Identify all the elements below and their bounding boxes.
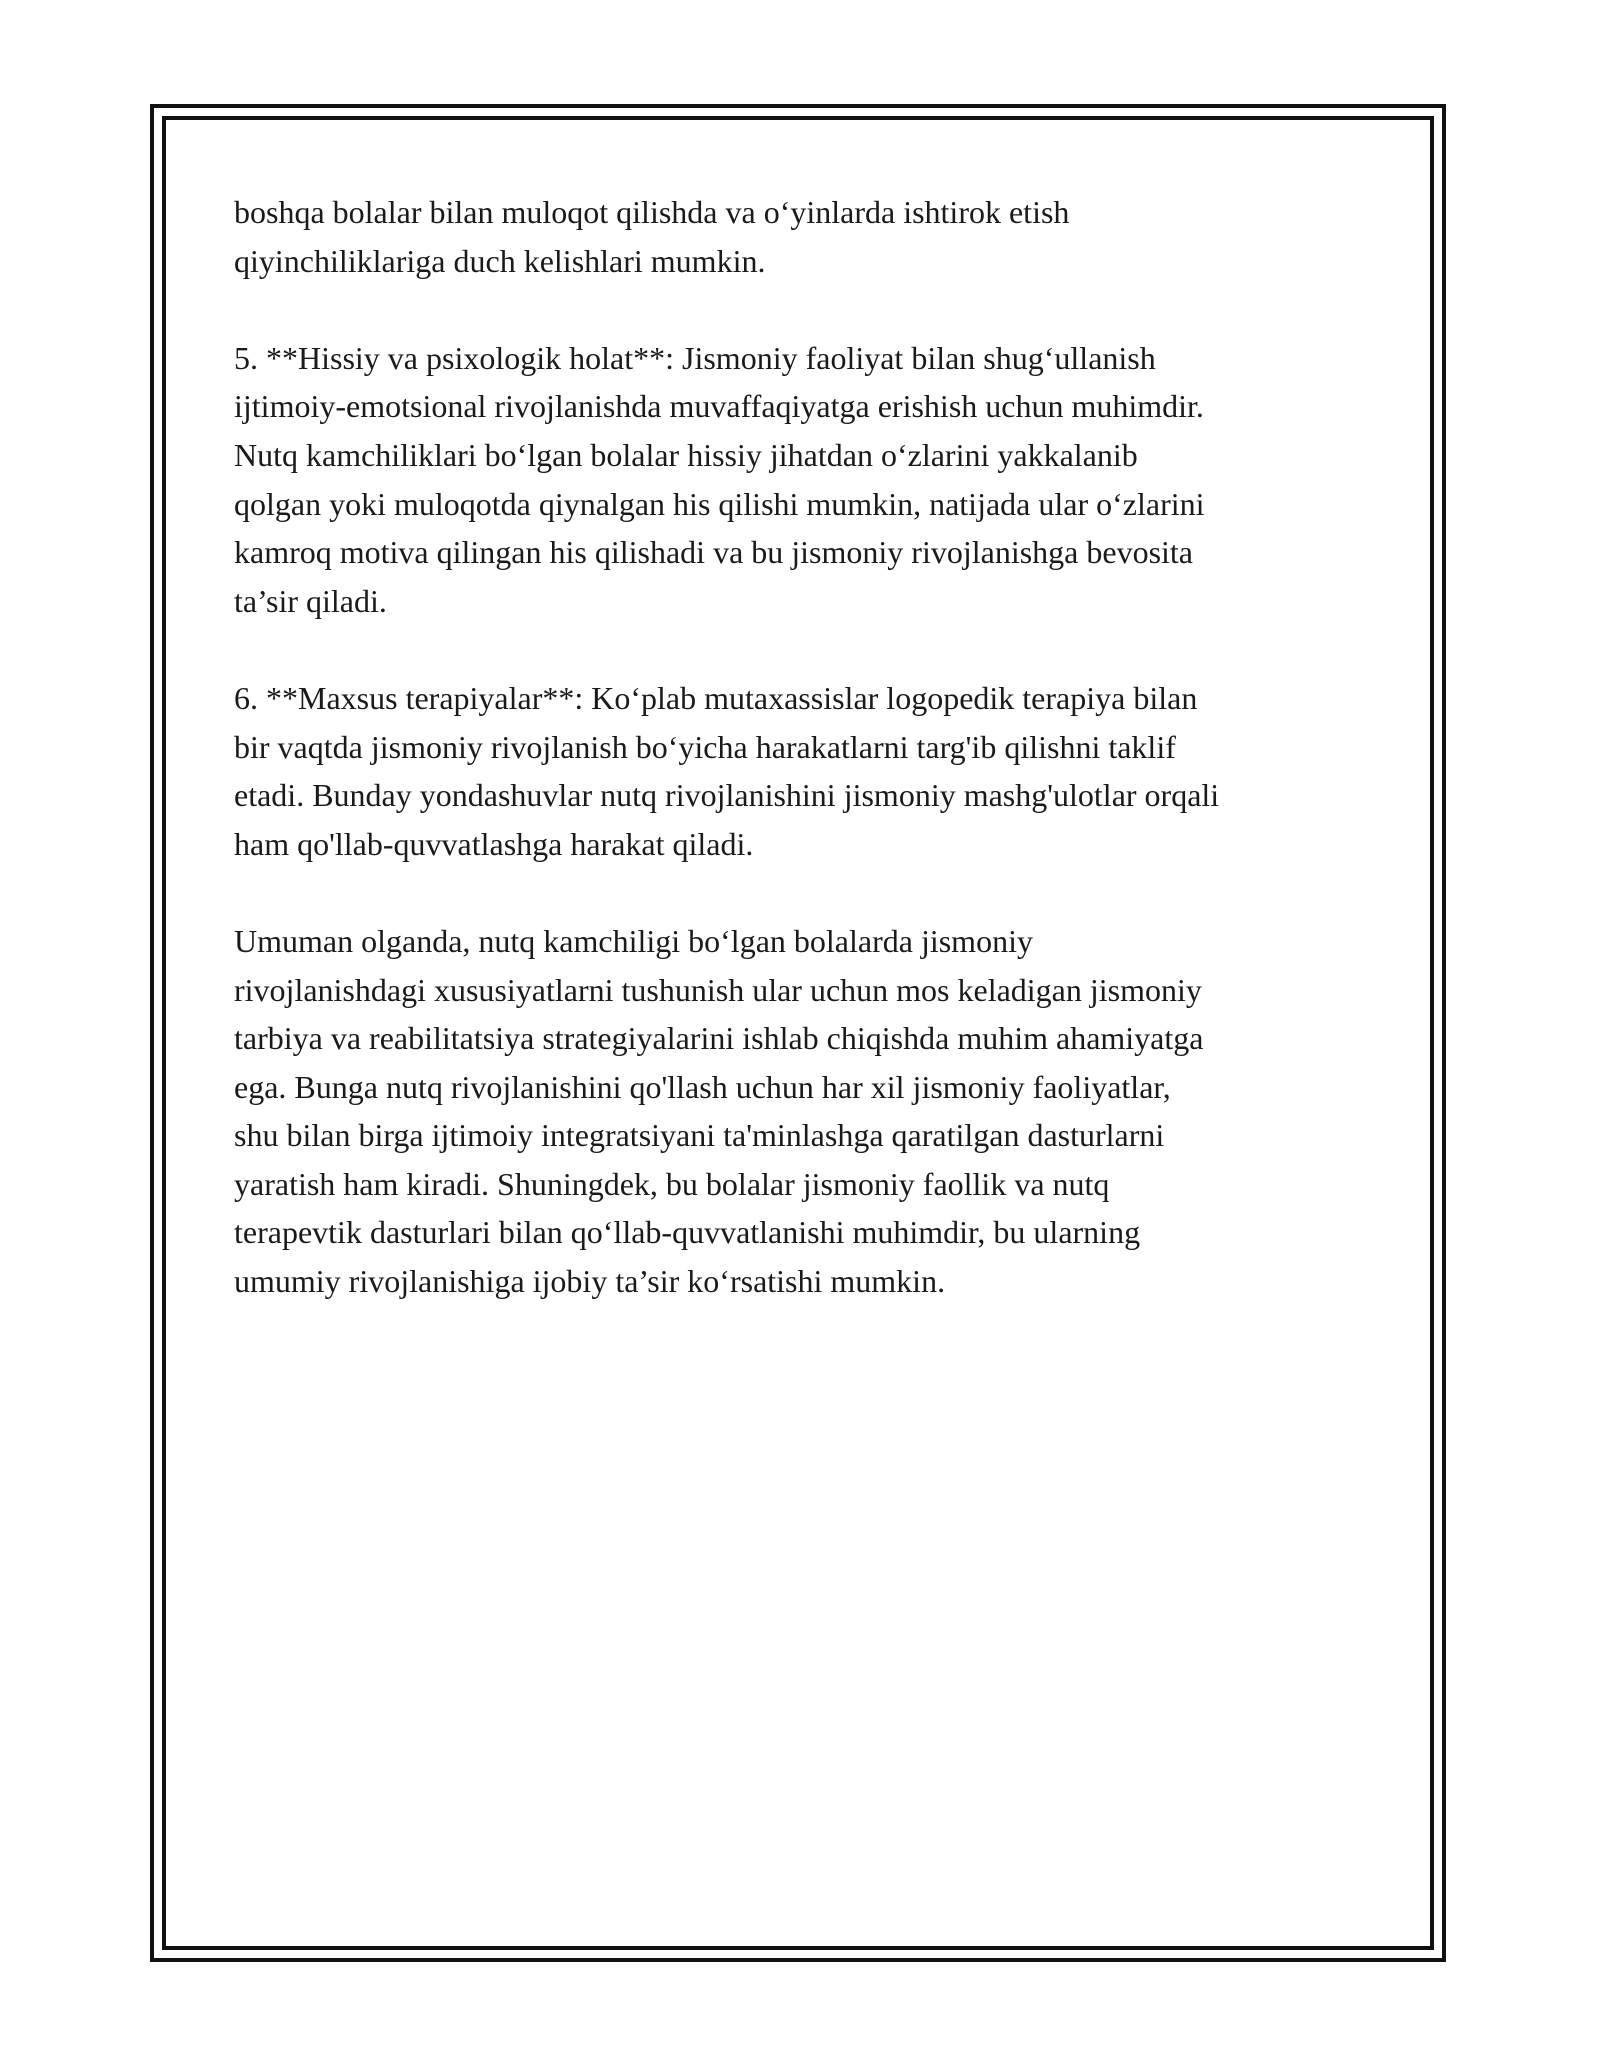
text-line: 6. **Maxsus terapiyalar**: Ko‘plab mutaxassislar logopedik terapiya bilan bbox=[234, 679, 1198, 716]
text-line: rivojlanishdagi xususiyatlarni tushunish ular uchun mos keladigan jismoniy bbox=[234, 971, 1202, 1008]
text-line: etadi. Bunday yondashuvlar nutq rivojlanishini jismoniy mashg'ulotlar orqali bbox=[234, 777, 1220, 814]
text-line: bir vaqtda jismoniy rivojlanish bo‘yicha harakatlarni targ'ib qilishni taklif bbox=[234, 728, 1176, 765]
text-line: terapevtik dasturlari bilan qo‘llab-quvvatlanishi muhimdir, bu ularning bbox=[234, 1214, 1141, 1251]
text-line: Umuman olganda, nutq kamchiligi bo‘lgan bolalarda jismoniy bbox=[234, 922, 1033, 959]
paragraph-item-6 bbox=[234, 674, 1374, 868]
text-line: umumiy rivojlanishiga ijobiy ta’sir ko‘rsatishi mumkin. bbox=[234, 1263, 946, 1300]
text-line: ta’sir qiladi. bbox=[234, 582, 387, 619]
text-line: Nutq kamchiliklari bo‘lgan bolalar hissiy jihatdan o‘zlarini yakkalanib bbox=[234, 436, 1138, 473]
text-line: qiyinchiliklariga duch kelishlari mumkin. bbox=[234, 242, 766, 279]
paragraph-continuation bbox=[234, 188, 1374, 285]
paragraph-item-5 bbox=[234, 334, 1374, 626]
text-line: qolgan yoki muloqotda qiynalgan his qilishi mumkin, natijada ular o‘zlarini bbox=[234, 485, 1205, 522]
text-line: ega. Bunga nutq rivojlanishini qo'llash uchun har xil jismoniy faoliyatlar, bbox=[234, 1068, 1171, 1105]
text-line: kamroq motiva qilingan his qilishadi va bu jismoniy rivojlanishga bevosita bbox=[234, 534, 1193, 571]
text-line: boshqa bolalar bilan muloqot qilishda va o‘yinlarda ishtirok etish bbox=[234, 194, 1070, 230]
text-line: tarbiya va reabilitatsiya strategiyalarini ishlab chiqishda muhim ahamiyatga bbox=[234, 1020, 1204, 1057]
page-content bbox=[234, 188, 1374, 1354]
text-line: shu bilan birga ijtimoiy integratsiyani ta'minlashga qaratilgan dasturlarni bbox=[234, 1117, 1165, 1154]
text-line: ham qo'llab-quvvatlashga harakat qiladi. bbox=[234, 825, 754, 862]
text-line: 5. **Hissiy va psixologik holat**: Jismoniy faoliyat bilan shug‘ullanish bbox=[234, 339, 1156, 376]
paragraph-conclusion bbox=[234, 917, 1374, 1306]
text-line: yaratish ham kiradi. Shuningdek, bu bolalar jismoniy faollik va nutq bbox=[234, 1165, 1110, 1202]
text-line: ijtimoiy-emotsional rivojlanishda muvaffaqiyatga erishish uchun muhimdir. bbox=[234, 388, 1204, 425]
